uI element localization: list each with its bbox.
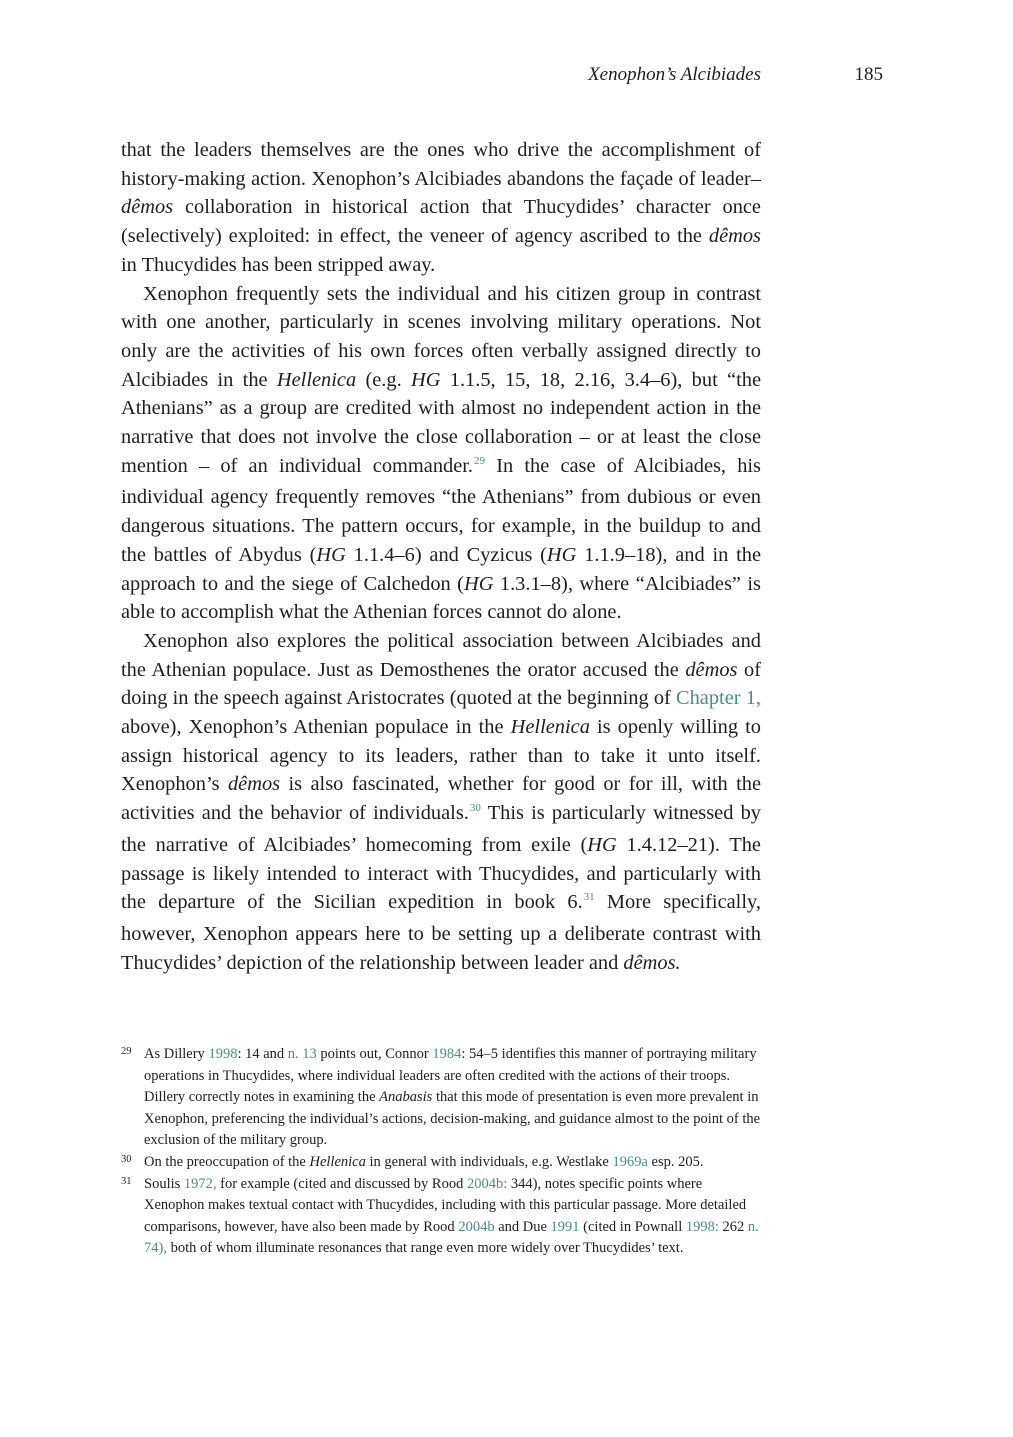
- text-run: that the leaders themselves are the ones who drive the accomplishment of history-making action. Xenophon’s Alcibiades abandons the façade of leader–: [121, 139, 761, 190]
- citation-link[interactable]: 1984: [432, 1046, 462, 1062]
- text-run: 1.4.12–21). The passage is likely intended to interact with Thucydides, and particularly with the departure of the Sicilian expedition in book 6.: [121, 833, 761, 914]
- text-run: and Due: [494, 1218, 551, 1235]
- italic-term: dêmos: [227, 773, 281, 796]
- citation-link[interactable]: 2004b: [458, 1218, 495, 1235]
- citation-link[interactable]: 1991: [550, 1218, 580, 1235]
- footnote-ref-31[interactable]: 31: [583, 891, 595, 904]
- citation-link[interactable]: 1972,: [183, 1175, 217, 1192]
- running-title: Xenophon’s Alcibiades: [588, 64, 761, 85]
- text-run: More specifically, however, Xenophon appears here to be setting up a deliberate contrast with Thucydides’ depiction of the relationship between leader and: [121, 891, 761, 974]
- footnote-ref-30[interactable]: 30: [469, 802, 481, 815]
- text-run: both of whom illuminate resonances that range even more widely over Thucydides’ text.: [166, 1240, 684, 1257]
- text-run: (e.g.: [356, 368, 411, 391]
- footnotes: [121, 1044, 761, 1260]
- text-run: 344), notes specific points where Xenophon makes textual contact with Thucydides, including with this particular passage. More detailed comparisons, however, have also been made by Rood: [144, 1175, 747, 1235]
- footnote-number: 30: [121, 1153, 132, 1165]
- footnote-29: [121, 1044, 761, 1152]
- body-text: [121, 136, 761, 977]
- text-run: 1.3.1–8), where “Alcibiades” is able to accomplish what the Athenian forces cannot do alone.: [121, 572, 761, 624]
- text-run: is openly willing to assign historical agency to its leaders, rather than to take it unto itself. Xenophon’s: [121, 716, 761, 796]
- italic-abbrev: HG: [316, 543, 346, 566]
- citation-link[interactable]: 1998: [208, 1046, 238, 1062]
- italic-abbrev: HG: [411, 368, 441, 391]
- text-run: : 54–5 identifies this manner of portraying military operations in Thucydides, where individual leaders are often credited with the actions of their troops. Dillery correctly notes in examining the: [144, 1046, 757, 1106]
- footnote-30: [121, 1152, 761, 1174]
- italic-title: Hellenica: [276, 368, 357, 391]
- citation-link[interactable]: 1969a: [612, 1153, 648, 1170]
- page-number: 185: [854, 64, 883, 85]
- text-run: In the case of Alcibiades, his individual agency frequently removes “the Athenians” from dubious or even dangerous situations. The pattern occurs, for example, in the buildup to and the battles of Abydus (: [121, 454, 761, 566]
- text-run: points out, Connor: [316, 1046, 433, 1062]
- text-run: (cited in Pownall: [579, 1218, 686, 1235]
- footnote-31: [121, 1174, 761, 1260]
- text-run: Xenophon also explores the political association between Alcibiades and the Athenian populace. Just as Demosthenes the orator accused the: [121, 629, 761, 681]
- note-link[interactable]: n. 74),: [144, 1218, 759, 1257]
- text-run: in general with individuals, e.g. Westlake: [365, 1153, 613, 1170]
- text-run: above), Xenophon’s Athenian populace in the: [121, 716, 511, 739]
- italic-term: dêmos: [708, 225, 761, 248]
- text-run: 1.1.4–6) and Cyzicus (: [345, 543, 547, 566]
- italic-term: dêmos.: [623, 951, 681, 974]
- citation-link[interactable]: 2004b:: [466, 1175, 508, 1192]
- italic-abbrev: HG: [587, 833, 617, 856]
- italic-title: Hellenica: [309, 1153, 366, 1170]
- citation-link[interactable]: 1998:: [685, 1218, 719, 1235]
- text-run: collaboration in historical action that Thucydides’ character once (selectively) exploited: in effect, the veneer of agency ascribed to the: [121, 196, 761, 248]
- italic-abbrev: HG: [546, 543, 577, 566]
- footnote-number: 31: [121, 1175, 132, 1187]
- italic-abbrev: HG: [463, 572, 494, 595]
- footnote-ref-29[interactable]: 29: [474, 454, 486, 467]
- paragraph-2: [121, 280, 761, 627]
- text-run: This is particularly witnessed by the narrative of Alcibiades’ homecoming from exile (: [121, 802, 761, 856]
- text-run: On the preoccupation of the: [144, 1153, 310, 1170]
- text-run: that this mode of presentation is even more prevalent in Xenophon, preferencing the individual’s actions, decision-making, and guidance almost to the point of the exclusion of the military group.: [144, 1089, 761, 1149]
- footnote-number: 29: [121, 1046, 132, 1057]
- text-run: esp. 205.: [647, 1153, 704, 1170]
- text-run: of doing in the speech against Aristocrates (quoted at the beginning of: [121, 658, 761, 710]
- italic-title: Anabasis: [379, 1089, 433, 1106]
- text-run: 1.1.9–18), and in the approach to and the siege of Calchedon (: [121, 543, 762, 595]
- text-run: is also fascinated, whether for good or for ill, with the activities and the behavior of individuals.: [121, 773, 761, 825]
- text-run: for example (cited and discussed by Rood: [216, 1175, 467, 1192]
- chapter-1-link[interactable]: Chapter 1,: [676, 687, 761, 710]
- running-head: [0, 64, 1013, 92]
- text-run: : 14 and: [237, 1046, 288, 1062]
- text-run: Soulis: [144, 1175, 184, 1192]
- paragraph-1: [121, 136, 761, 280]
- note-link[interactable]: n. 13: [287, 1046, 317, 1062]
- text-run: 1.1.5, 15, 18, 2.16, 3.4–6), but “the Athenians” as a group are credited with almost no independent action in the narrative that does not involve the close collaboration – or at least the close mention – of an individual commander.: [121, 368, 761, 477]
- paragraph-3: [121, 627, 761, 977]
- text-run: As Dillery: [144, 1046, 209, 1062]
- text-run: in Thucydides has been stripped away.: [121, 253, 436, 276]
- italic-title: Hellenica: [510, 716, 590, 739]
- text-run: Xenophon frequently sets the individual and his citizen group in contrast with one another, particularly in scenes involving military operations. Not only are the activities of his own forces often verbally assigned directly to Alcibiades in the: [121, 282, 761, 391]
- text-run: 262: [718, 1218, 748, 1235]
- italic-term: dêmos: [121, 196, 174, 219]
- italic-term: dêmos: [685, 658, 738, 681]
